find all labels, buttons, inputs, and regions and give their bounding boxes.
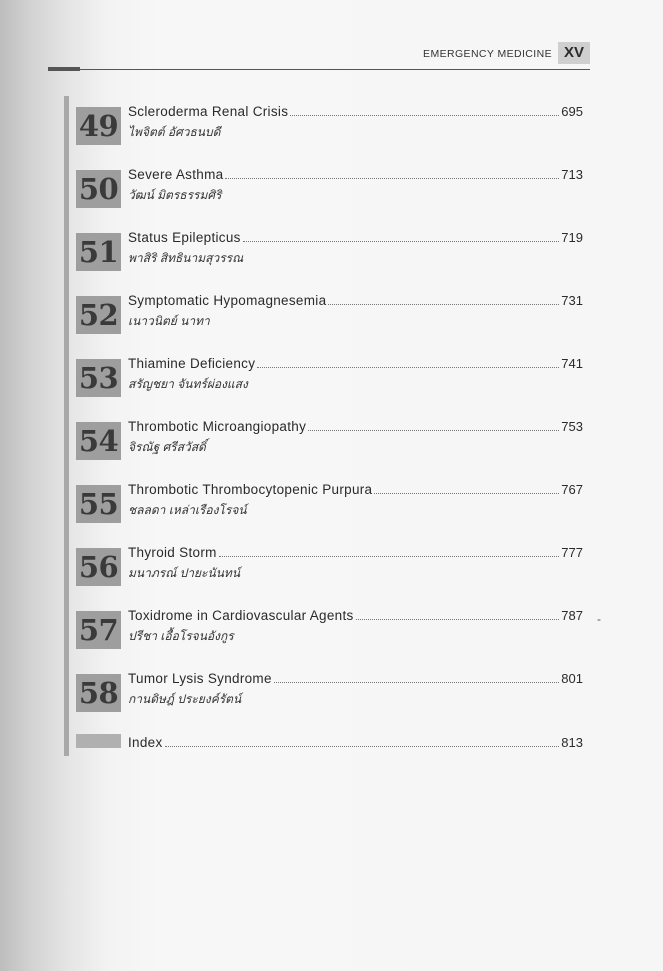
dot-leader	[257, 366, 559, 368]
chapter-page: 731	[561, 293, 583, 308]
chapter-author: พาสิริ สิทธินามสุวรรณ	[128, 251, 244, 265]
dot-leader	[328, 303, 559, 305]
index-marker-box	[76, 734, 121, 748]
toc-entry[interactable]	[76, 290, 596, 346]
dot-leader	[374, 492, 559, 494]
dot-leader	[219, 555, 560, 557]
dot-leader	[290, 114, 559, 116]
toc-entry[interactable]	[76, 164, 596, 220]
chapter-author: วัฒน์ มิตรธรรมศิริ	[128, 188, 222, 202]
dot-leader	[225, 177, 559, 179]
chapter-page: 713	[561, 167, 583, 182]
dot-leader	[165, 745, 560, 747]
chapter-author: ไพจิตต์ อัศวธนบดี	[128, 125, 221, 139]
chapter-title: Thrombotic Microangiopathy	[128, 419, 307, 434]
chapter-title: Tumor Lysis Syndrome	[128, 671, 272, 686]
chapter-author: สรัญชยา จันทร์ผ่องแสง	[128, 377, 248, 391]
chapter-number: 56	[76, 548, 121, 586]
chapter-title: Scleroderma Renal Crisis	[128, 104, 289, 119]
dot-leader	[274, 681, 560, 683]
chapter-number: 55	[76, 485, 121, 523]
chapter-author: จิรณัฐ ศรีสวัสดิ์	[128, 440, 206, 454]
page-number-roman: XV	[558, 42, 590, 64]
chapter-number: 49	[76, 107, 121, 145]
chapter-title: Thiamine Deficiency	[128, 356, 256, 371]
chapter-page: 741	[561, 356, 583, 371]
chapter-author: เนาวนิตย์ นาทา	[128, 314, 210, 328]
chapter-page: 801	[561, 671, 583, 686]
chapter-title: Toxidrome in Cardiovascular Agents	[128, 608, 354, 623]
toc-entry[interactable]	[76, 668, 596, 724]
chapter-title: Symptomatic Hypomagnesemia	[128, 293, 327, 308]
chapter-title: Thyroid Storm	[128, 545, 217, 560]
dot-leader	[243, 240, 560, 242]
chapter-number: 50	[76, 170, 121, 208]
chapter-page: 767	[561, 482, 583, 497]
chapter-page: 777	[561, 545, 583, 560]
dot-leader	[308, 429, 559, 431]
toc-entry[interactable]	[76, 605, 596, 661]
toc-title-line	[128, 164, 583, 182]
toc-entry[interactable]	[76, 101, 596, 157]
toc-entry-index[interactable]	[76, 732, 596, 752]
running-head-title: EMERGENCY MEDICINE	[423, 48, 552, 60]
toc-title-line	[128, 416, 583, 434]
toc-title-line	[128, 479, 583, 497]
chapter-page: 753	[561, 419, 583, 434]
toc-entry[interactable]	[76, 542, 596, 598]
chapter-title: Thrombotic Thrombocytopenic Purpura	[128, 482, 373, 497]
dot-leader	[356, 618, 560, 620]
chapter-page: 695	[561, 104, 583, 119]
toc-entry[interactable]	[76, 479, 596, 535]
toc-entry[interactable]	[76, 227, 596, 283]
toc-title-line	[128, 605, 583, 623]
toc-title-line	[128, 101, 583, 119]
toc-title-line	[128, 227, 583, 245]
toc-title-line	[128, 732, 583, 750]
toc-title-line	[128, 290, 583, 308]
chapter-number: 57	[76, 611, 121, 649]
chapter-author: ชลลดา เหล่าเรืองโรจน์	[128, 503, 247, 517]
index-title: Index	[128, 735, 163, 750]
chapter-page: 787	[561, 608, 583, 623]
index-page: 813	[561, 735, 583, 750]
chapter-number: 52	[76, 296, 121, 334]
chapter-number: 51	[76, 233, 121, 271]
chapter-title: Severe Asthma	[128, 167, 224, 182]
toc-title-line	[128, 668, 583, 686]
chapter-author: กานดิษฎ์ ประยงค์รัตน์	[128, 692, 242, 706]
toc-entry[interactable]	[76, 416, 596, 472]
chapter-number: 53	[76, 359, 121, 397]
chapter-author: มนาภรณ์ ปายะนันทน์	[128, 566, 241, 580]
chapter-author: ปรีชา เอื้อโรจนอังกูร	[128, 629, 234, 643]
stray-mark: -	[597, 612, 601, 626]
toc-title-line	[128, 353, 583, 371]
toc-title-line	[128, 542, 583, 560]
chapter-number: 58	[76, 674, 121, 712]
chapter-title: Status Epilepticus	[128, 230, 241, 245]
chapter-page: 719	[561, 230, 583, 245]
toc-entry[interactable]	[76, 353, 596, 409]
chapter-number: 54	[76, 422, 121, 460]
